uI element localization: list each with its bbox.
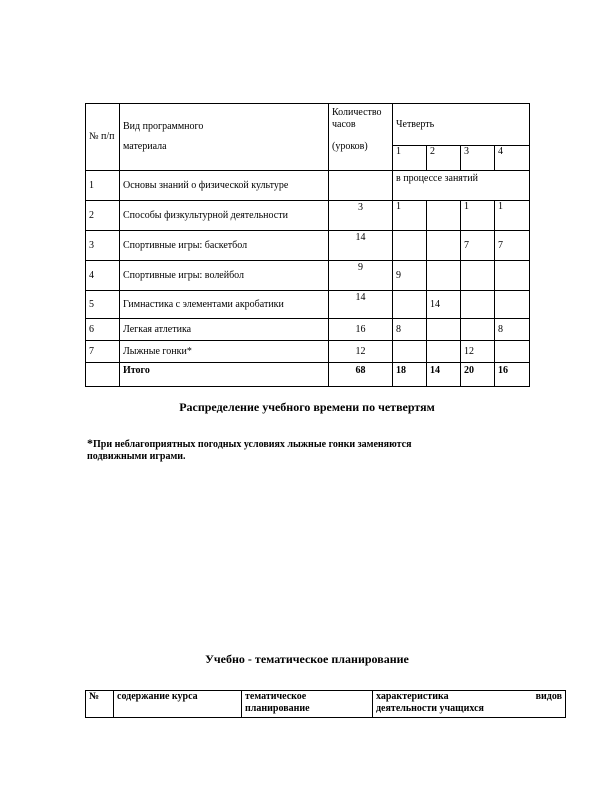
row-number: 6 xyxy=(86,319,120,341)
row-hours: 14 xyxy=(329,231,393,261)
row-number: 5 xyxy=(86,291,120,319)
thematic-planning-table xyxy=(85,690,566,718)
table-row xyxy=(86,291,530,319)
row-number: 7 xyxy=(86,341,120,363)
row-q2 xyxy=(427,341,461,363)
table-row xyxy=(86,171,530,201)
row-q4: 1 xyxy=(495,201,530,231)
row-number: 2 xyxy=(86,201,120,231)
row-q2 xyxy=(427,201,461,231)
header-thematic-planning: тематическое планирование xyxy=(242,691,373,718)
header-q4: 4 xyxy=(495,146,530,171)
header-q1: 1 xyxy=(393,146,427,171)
total-q4: 16 xyxy=(495,363,530,387)
table-caption: Распределение учебного времени по четвертям xyxy=(179,400,435,414)
row-name: Гимнастика с элементами акробатики xyxy=(120,291,329,319)
row-name: Спортивные игры: баскетбол xyxy=(120,231,329,261)
row-number: 4 xyxy=(86,261,120,291)
table-row xyxy=(86,341,530,363)
row-q2 xyxy=(427,261,461,291)
header-q2: 2 xyxy=(427,146,461,171)
footnote-line-1: При неблагоприятных погодных условиях лыжные гонки заменяются xyxy=(93,439,412,450)
row-hours: 9 xyxy=(329,261,393,291)
row-q2 xyxy=(427,319,461,341)
header-quarter: Четверть xyxy=(393,104,530,146)
footnote-line-2: подвижными играми. xyxy=(87,451,186,462)
header-course-content: содержание курса xyxy=(114,691,242,718)
row-hours: 16 xyxy=(329,319,393,341)
row-name: Спортивные игры: волейбол xyxy=(120,261,329,291)
total-row xyxy=(86,363,530,387)
row-q4 xyxy=(495,341,530,363)
header-number: № п/п xyxy=(86,104,120,171)
row-q3 xyxy=(461,261,495,291)
row-quarters-note: в процессе занятий xyxy=(393,171,530,201)
row-hours: 12 xyxy=(329,341,393,363)
total-q2: 14 xyxy=(427,363,461,387)
total-hours: 68 xyxy=(329,363,393,387)
row-q4: 7 xyxy=(495,231,530,261)
row-number: 1 xyxy=(86,171,120,201)
row-number: 3 xyxy=(86,231,120,261)
header-material-type: Вид программного материала xyxy=(120,104,329,171)
row-q3 xyxy=(461,291,495,319)
row-name: Основы знаний о физической культуре xyxy=(120,171,329,201)
total-q1: 18 xyxy=(393,363,427,387)
footnote-star: * xyxy=(87,436,93,450)
row-q3 xyxy=(461,319,495,341)
row-hours: 14 xyxy=(329,291,393,319)
row-q4: 8 xyxy=(495,319,530,341)
row-q1: 8 xyxy=(393,319,427,341)
table-row xyxy=(86,261,530,291)
row-name: Легкая атлетика xyxy=(120,319,329,341)
header-number: № xyxy=(86,691,114,718)
quarter-distribution-table xyxy=(85,103,530,387)
row-q3: 1 xyxy=(461,201,495,231)
row-q2: 14 xyxy=(427,291,461,319)
row-name: Лыжные гонки* xyxy=(120,341,329,363)
row-q3: 12 xyxy=(461,341,495,363)
row-q3: 7 xyxy=(461,231,495,261)
row-hours xyxy=(329,171,393,201)
row-q1 xyxy=(393,231,427,261)
table-row xyxy=(86,231,530,261)
table-header-row xyxy=(86,691,566,718)
row-name: Способы физкультурной деятельности xyxy=(120,201,329,231)
section-heading: Учебно - тематическое планирование xyxy=(205,652,409,666)
row-q4 xyxy=(495,291,530,319)
total-number xyxy=(86,363,120,387)
total-label: Итого xyxy=(120,363,329,387)
table-row xyxy=(86,201,530,231)
row-q1: 9 xyxy=(393,261,427,291)
row-q1 xyxy=(393,341,427,363)
row-q2 xyxy=(427,231,461,261)
row-q1 xyxy=(393,291,427,319)
row-q4 xyxy=(495,261,530,291)
row-q1: 1 xyxy=(393,201,427,231)
header-q3: 3 xyxy=(461,146,495,171)
header-activity-characteristics: характеристика видов деятельности учащихся xyxy=(373,691,566,718)
row-hours: 3 xyxy=(329,201,393,231)
total-q3: 20 xyxy=(461,363,495,387)
weather-footnote xyxy=(87,437,527,463)
header-hours: Количество часов (уроков) xyxy=(329,104,393,171)
table-row xyxy=(86,319,530,341)
